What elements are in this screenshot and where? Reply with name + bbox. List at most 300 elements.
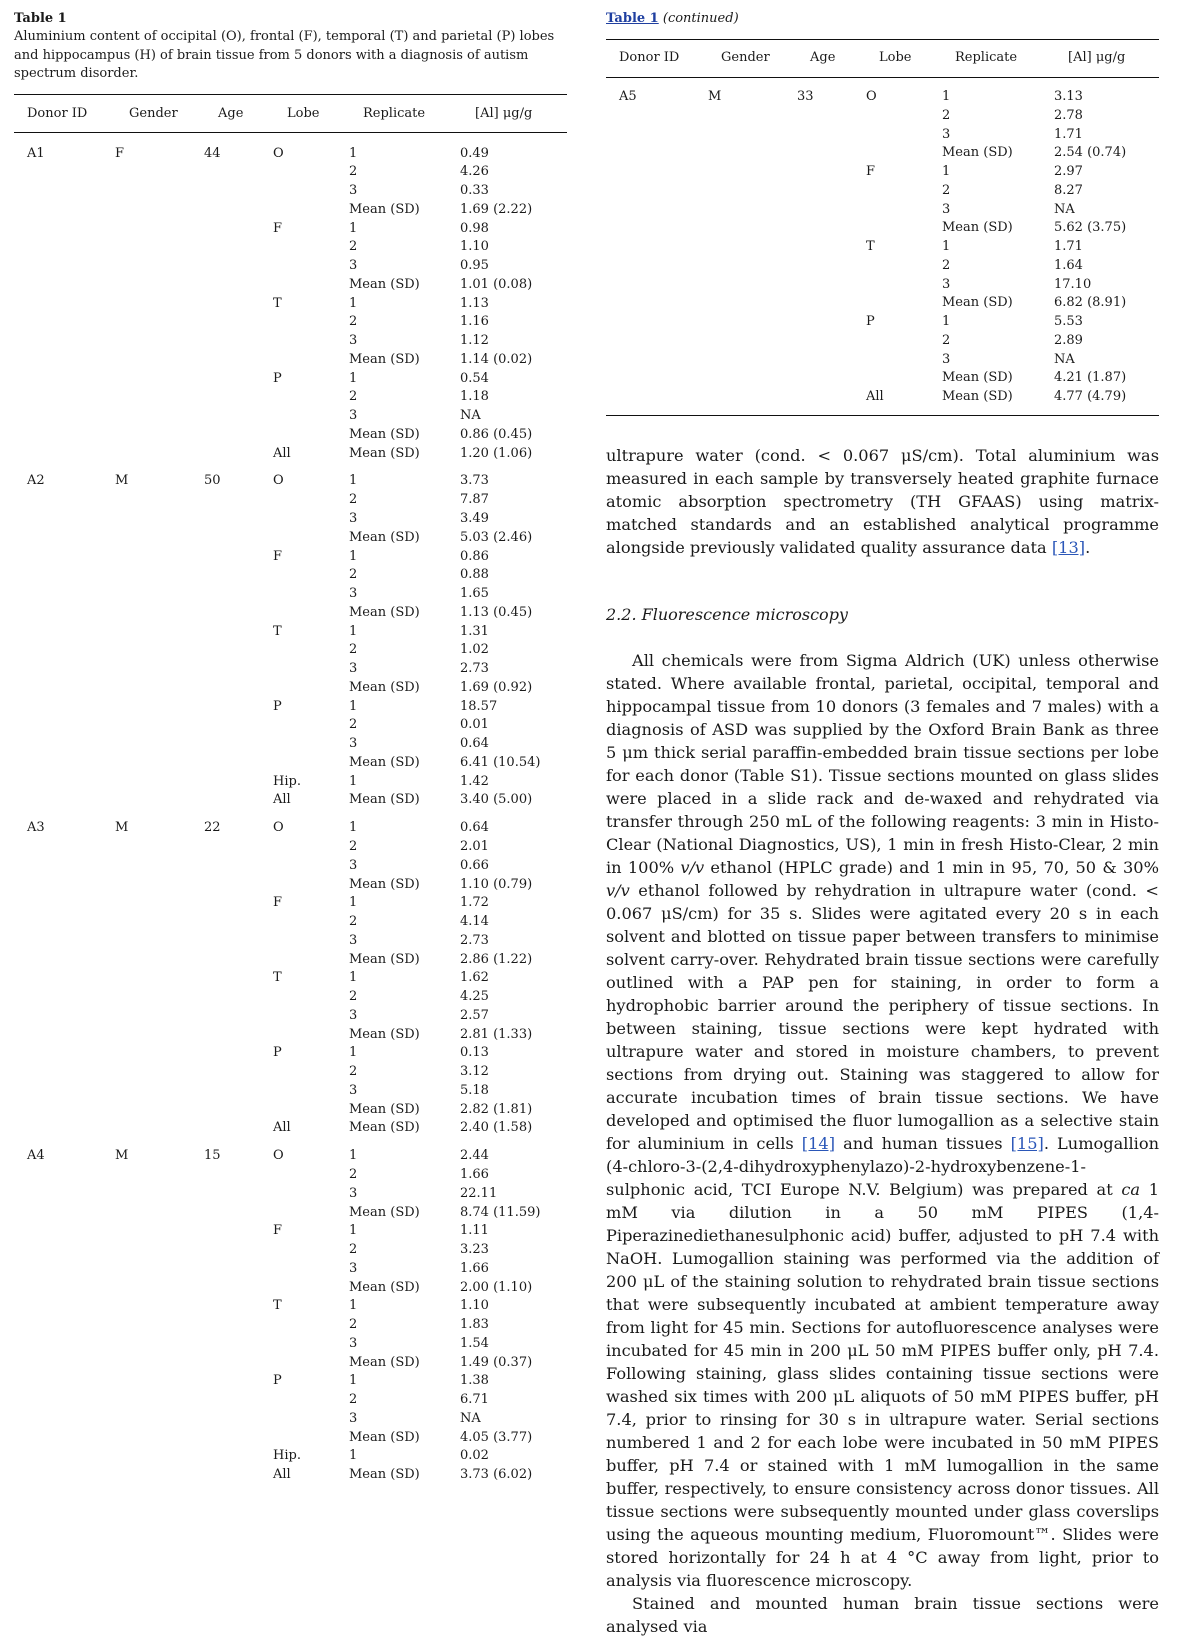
table-row <box>606 257 1159 276</box>
replicate-cell: Mean (SD) <box>942 389 1013 404</box>
age-cell <box>797 219 866 238</box>
table-row <box>14 388 567 407</box>
lobe-cell: F <box>273 1223 283 1239</box>
table-cont-bottom-rule <box>606 415 1159 416</box>
replicate-cell: 2 <box>349 239 358 255</box>
table-row <box>14 1026 567 1045</box>
lobe-cell <box>273 529 349 548</box>
gender-cell <box>115 1101 204 1120</box>
donor-id-cell <box>14 1082 115 1101</box>
para2-part-d: and human tissues <box>835 1133 1011 1153</box>
table-row <box>14 1185 567 1204</box>
age-cell <box>204 1410 273 1429</box>
al-value-cell: 18.57 <box>460 698 498 714</box>
table-row <box>14 585 567 604</box>
age-cell <box>204 1466 273 1485</box>
al-value-cell: 4.21 (1.87) <box>1054 370 1127 386</box>
al-value-cell: 1.13 <box>460 295 489 311</box>
donor-id-cell <box>14 548 115 567</box>
gender-cell <box>115 201 204 220</box>
age-cell <box>204 295 273 314</box>
age-cell <box>797 126 866 145</box>
al-value-cell: NA <box>1054 201 1075 217</box>
ref-15-link[interactable]: [15] <box>1010 1133 1044 1153</box>
replicate-cell: Mean (SD) <box>349 1120 420 1136</box>
al-value-cell: NA <box>460 408 481 423</box>
replicate-cell: 2 <box>349 164 358 180</box>
age-cell <box>204 857 273 876</box>
replicate-cell: 2 <box>349 717 358 733</box>
age-cell <box>204 1354 273 1373</box>
lobe-cell <box>273 491 349 510</box>
donor-id-cell <box>14 698 115 717</box>
lobe-cell <box>273 510 349 529</box>
gender-cell <box>115 1260 204 1279</box>
age-cell <box>204 529 273 548</box>
table-row <box>606 332 1159 351</box>
age-cell <box>204 876 273 895</box>
table-row <box>14 145 567 164</box>
donor-id-cell <box>14 182 115 201</box>
gender-cell <box>708 351 797 370</box>
al-value-cell: 1.72 <box>460 895 489 911</box>
al-value-cell: 1.62 <box>460 970 489 986</box>
age-cell <box>204 969 273 988</box>
replicate-cell: Mean (SD) <box>349 1354 420 1370</box>
al-value-cell: 1.38 <box>460 1373 489 1389</box>
gender-cell <box>115 716 204 735</box>
table-header <box>14 95 567 132</box>
gender-cell <box>115 876 204 895</box>
lobe-cell <box>866 182 942 201</box>
age-cell <box>204 735 273 754</box>
table-row <box>14 810 567 838</box>
gender-cell <box>115 257 204 276</box>
al-value-cell: 0.01 <box>460 717 489 733</box>
age-cell <box>204 1082 273 1101</box>
age-cell <box>204 351 273 370</box>
donor-id-cell <box>14 407 115 426</box>
al-value-cell: 1.42 <box>460 773 489 789</box>
donor-id-cell <box>14 257 115 276</box>
gender-cell <box>115 988 204 1007</box>
donor-id-cell <box>606 238 708 257</box>
age-cell <box>204 1185 273 1204</box>
gender-cell <box>708 201 797 220</box>
donor-id-cell <box>606 182 708 201</box>
replicate-cell: 2 <box>349 1242 358 1257</box>
gender-cell <box>115 510 204 529</box>
replicate-cell: 3 <box>349 1185 358 1201</box>
replicate-cell: Mean (SD) <box>349 426 420 442</box>
table-row <box>14 201 567 220</box>
lobe-cell <box>273 679 349 698</box>
lobe-cell <box>273 1063 349 1082</box>
lobe-cell: P <box>273 698 282 714</box>
table-row <box>14 735 567 754</box>
donor-id-cell <box>14 791 115 810</box>
table-row <box>14 1335 567 1354</box>
replicate-cell: 1 <box>349 1448 358 1464</box>
age-cell <box>204 913 273 932</box>
lobe-cell: O <box>273 1148 284 1163</box>
replicate-cell: 2 <box>349 567 358 583</box>
gender-cell: F <box>115 145 125 161</box>
replicate-cell: 2 <box>349 1392 358 1407</box>
lobe-cell <box>273 182 349 201</box>
replicate-cell: 1 <box>942 314 951 329</box>
replicate-cell: 1 <box>942 164 951 179</box>
table-row <box>14 1119 567 1138</box>
donor-id-cell: A3 <box>27 820 45 835</box>
replicate-cell: Mean (SD) <box>942 145 1013 161</box>
table-row <box>14 1241 567 1260</box>
age-cell <box>204 1166 273 1185</box>
lobe-cell <box>273 1026 349 1045</box>
donor-id-cell <box>14 969 115 988</box>
gender-cell <box>708 107 797 126</box>
replicate-cell: 2 <box>942 107 951 123</box>
age-cell <box>797 201 866 220</box>
replicate-cell: Mean (SD) <box>349 445 420 461</box>
replicate-cell: 1 <box>349 1045 358 1061</box>
table-row <box>14 1063 567 1082</box>
lobe-cell: T <box>273 1298 282 1314</box>
al-value-cell: 1.14 (0.02) <box>460 351 533 367</box>
lobe-cell <box>866 201 942 220</box>
al-value-cell: 3.23 <box>460 1242 489 1257</box>
table-row <box>14 913 567 932</box>
table-row <box>606 126 1159 145</box>
gender-cell <box>115 1063 204 1082</box>
lobe-cell <box>273 1260 349 1279</box>
al-value-cell: 1.66 <box>460 1167 489 1182</box>
table-row <box>14 566 567 585</box>
replicate-cell: 1 <box>349 773 358 789</box>
gender-cell: M <box>115 1148 129 1163</box>
lobe-cell: All <box>866 389 884 404</box>
gender-cell <box>115 1466 204 1485</box>
replicate-cell: Mean (SD) <box>349 529 420 545</box>
replicate-cell: 3 <box>349 1410 358 1426</box>
gender-cell <box>115 238 204 257</box>
al-value-cell: 1.20 (1.06) <box>460 445 533 461</box>
table-row <box>14 857 567 876</box>
donor-id-cell <box>606 369 708 388</box>
para2-vv-2: v/v <box>606 880 630 900</box>
para2-part-a: All chemicals were from Sigma Aldrich (UK) unless otherwise stated. Where available frontal, parietal, occipital, temporal and hippocampal tissue from 10 donors (3 females and 7 males) with a diagnosis of ASD was supplied by the Oxford Brain Bank as three 5 μm thick serial paraffin-embedded brain tissue sections per lobe for each donor (Table S1). Tissue sections mounted on glass slides were placed in a slide rack and de-waxed and rehydrated via transfer through 250 mL of the following reagents: 3 min in Histo-Clear (National Diagnostics, US), 1 min in fresh Histo-Clear, 2 min in 100% <box>606 650 1159 877</box>
gender-cell <box>115 163 204 182</box>
ref-13-link[interactable]: [13] <box>1051 537 1086 557</box>
age-cell <box>204 894 273 913</box>
lobe-cell <box>273 1279 349 1298</box>
replicate-cell: 1 <box>349 1223 358 1239</box>
al-value-cell: 1.66 <box>460 1260 489 1276</box>
al-value-cell: 5.03 (2.46) <box>460 529 533 545</box>
header-al: [Al] μg/g <box>1068 50 1126 65</box>
al-value-cell: 0.98 <box>460 220 489 236</box>
al-value-cell: 1.10 (0.79) <box>460 876 533 892</box>
donor-id-cell <box>14 1007 115 1026</box>
donor-id-cell <box>14 370 115 389</box>
table-row <box>14 773 567 792</box>
replicate-cell: 3 <box>349 1082 358 1098</box>
continued-label: (continued) <box>662 11 739 26</box>
gender-cell: M <box>708 89 722 104</box>
replicate-cell: Mean (SD) <box>349 1279 420 1295</box>
gender-cell <box>115 1429 204 1448</box>
lobe-cell <box>273 932 349 951</box>
age-cell <box>204 1391 273 1410</box>
table-row <box>14 1007 567 1026</box>
replicate-cell: 3 <box>349 511 358 526</box>
replicate-cell: Mean (SD) <box>942 295 1013 311</box>
table-row <box>14 1429 567 1448</box>
donor-id-cell <box>14 491 115 510</box>
age-cell: 44 <box>204 145 221 161</box>
table-row <box>14 641 567 660</box>
age-cell <box>204 1204 273 1223</box>
lobe-cell <box>273 735 349 754</box>
age-cell <box>204 754 273 773</box>
al-value-cell: 0.86 (0.45) <box>460 426 533 442</box>
replicate-cell: 1 <box>349 473 358 489</box>
table-row <box>14 1138 567 1166</box>
lobe-cell: F <box>866 164 876 179</box>
gender-cell <box>115 351 204 370</box>
table-row <box>14 1354 567 1373</box>
table-row <box>14 332 567 351</box>
table-row <box>14 988 567 1007</box>
donor-id-cell <box>606 126 708 145</box>
table-row <box>14 1316 567 1335</box>
table-row <box>606 351 1159 370</box>
table-cont-header-rule <box>606 77 1159 78</box>
lobe-cell: F <box>273 895 283 911</box>
replicate-cell: 2 <box>942 257 951 273</box>
lobe-cell <box>866 369 942 388</box>
table-row <box>14 1447 567 1466</box>
replicate-cell: Mean (SD) <box>349 1026 420 1042</box>
lobe-cell: T <box>273 295 282 311</box>
replicate-cell: 2 <box>349 1064 358 1079</box>
gender-cell <box>115 951 204 970</box>
age-cell <box>797 257 866 276</box>
gender-cell <box>115 1119 204 1138</box>
gender-cell <box>115 735 204 754</box>
table-row <box>14 445 567 464</box>
table-row <box>14 969 567 988</box>
table-header-rule <box>14 132 567 133</box>
donor-id-cell <box>606 313 708 332</box>
lobe-cell <box>273 257 349 276</box>
age-cell <box>204 1316 273 1335</box>
age-cell <box>204 1447 273 1466</box>
header-donor-id: Donor ID <box>27 105 88 121</box>
para2-ca: ca <box>1121 1179 1141 1199</box>
donor-id-cell <box>14 1391 115 1410</box>
replicate-cell: 1 <box>349 970 358 986</box>
age-cell <box>204 510 273 529</box>
age-cell: 22 <box>204 820 221 835</box>
table-row <box>606 201 1159 220</box>
replicate-cell: 1 <box>349 1148 358 1163</box>
table-row <box>14 276 567 295</box>
lobe-cell <box>273 838 349 857</box>
donor-id-cell <box>14 585 115 604</box>
lobe-cell <box>273 857 349 876</box>
replicate-cell: Mean (SD) <box>349 1204 420 1220</box>
lobe-cell <box>273 407 349 426</box>
replicate-cell: 1 <box>942 239 951 254</box>
age-cell <box>204 698 273 717</box>
lobe-cell: T <box>866 239 875 254</box>
donor-id-cell <box>14 445 115 464</box>
table-row <box>606 182 1159 201</box>
replicate-cell: 1 <box>349 1373 358 1389</box>
al-value-cell: 3.40 (5.00) <box>460 792 533 808</box>
replicate-cell: Mean (SD) <box>349 792 420 808</box>
table-row <box>14 604 567 623</box>
gender-cell <box>708 219 797 238</box>
lobe-cell <box>273 313 349 332</box>
replicate-cell: 3 <box>942 351 951 367</box>
al-value-cell: 1.65 <box>460 586 489 601</box>
ref-14-link[interactable]: [14] <box>801 1133 836 1153</box>
lobe-cell <box>273 1082 349 1101</box>
gender-cell <box>115 1391 204 1410</box>
lobe-cell <box>273 1335 349 1354</box>
al-value-cell: 6.71 <box>460 1392 489 1407</box>
al-value-cell: 1.54 <box>460 1335 489 1351</box>
age-cell <box>204 1007 273 1026</box>
age-cell <box>204 1429 273 1448</box>
lobe-cell <box>273 1429 349 1448</box>
al-value-cell: 0.66 <box>460 857 489 873</box>
lobe-cell <box>866 219 942 238</box>
donor-id-cell <box>14 351 115 370</box>
donor-id-cell <box>14 1026 115 1045</box>
gender-cell <box>115 1372 204 1391</box>
gender-cell <box>115 754 204 773</box>
donor-id-cell <box>14 660 115 679</box>
replicate-cell: 1 <box>349 895 358 911</box>
table-row <box>606 219 1159 238</box>
donor-id-cell <box>14 566 115 585</box>
gender-cell <box>115 791 204 810</box>
age-cell <box>204 1335 273 1354</box>
table-row <box>14 426 567 445</box>
lobe-cell <box>273 1410 349 1429</box>
lobe-cell <box>273 1204 349 1223</box>
donor-id-cell: A2 <box>27 473 45 489</box>
al-value-cell: 0.86 <box>460 548 489 564</box>
replicate-cell: Mean (SD) <box>349 1101 420 1117</box>
replicate-cell: 2 <box>349 914 358 929</box>
table-1-link[interactable]: Table 1 <box>606 11 659 26</box>
age-cell <box>204 238 273 257</box>
donor-id-cell <box>14 1279 115 1298</box>
replicate-cell: 1 <box>349 220 358 236</box>
replicate-cell: Mean (SD) <box>349 604 420 620</box>
al-value-cell: 1.10 <box>460 1298 489 1314</box>
age-cell <box>797 144 866 163</box>
al-value-cell: 2.00 (1.10) <box>460 1279 533 1295</box>
al-value-cell: 17.10 <box>1054 276 1092 292</box>
lobe-cell <box>273 641 349 660</box>
gender-cell <box>708 257 797 276</box>
age-cell <box>204 623 273 642</box>
age-cell <box>204 276 273 295</box>
donor-id-cell <box>606 107 708 126</box>
al-value-cell: 0.49 <box>460 145 489 161</box>
section-heading: 2.2. Fluorescence microscopy <box>606 604 848 624</box>
donor-id-cell <box>14 1063 115 1082</box>
replicate-cell: 2 <box>349 314 358 330</box>
al-value-cell: 0.02 <box>460 1448 489 1464</box>
gender-cell <box>115 660 204 679</box>
gender-cell <box>115 1044 204 1063</box>
gender-cell <box>115 388 204 407</box>
replicate-cell: 1 <box>349 820 358 835</box>
al-value-cell: 1.18 <box>460 389 489 405</box>
lobe-cell <box>273 913 349 932</box>
al-value-cell: 2.73 <box>460 661 489 676</box>
lobe-cell <box>866 276 942 295</box>
al-value-cell: 1.64 <box>1054 257 1083 273</box>
replicate-cell: 1 <box>349 623 358 639</box>
age-cell: 50 <box>204 473 221 489</box>
lobe-cell <box>866 257 942 276</box>
replicate-cell: 3 <box>349 183 358 198</box>
lobe-cell: T <box>273 970 282 986</box>
age-cell <box>204 426 273 445</box>
lobe-cell <box>273 1166 349 1185</box>
replicate-cell: 3 <box>349 857 358 873</box>
al-value-cell: 3.49 <box>460 511 489 526</box>
table-row <box>14 716 567 735</box>
age-cell <box>204 679 273 698</box>
para1-text: ultrapure water (cond. < 0.067 μS/cm). Total aluminium was measured in each sample by transversely heated graphite furnace atomic absorption spectrometry (TH GFAAS) using matrix-matched standards and an established analytical programme alongside previously validated quality assurance data <box>606 445 1159 557</box>
gender-cell <box>115 857 204 876</box>
al-value-cell: 6.41 (10.54) <box>460 754 541 770</box>
table-row <box>606 238 1159 257</box>
donor-id-cell: A4 <box>27 1148 45 1163</box>
al-value-cell: 2.86 (1.22) <box>460 951 533 967</box>
al-value-cell: 1.10 <box>460 239 489 255</box>
donor-id-cell <box>14 1466 115 1485</box>
table-continued-caption <box>606 10 1159 28</box>
al-value-cell: 2.57 <box>460 1007 489 1023</box>
al-value-cell: 22.11 <box>460 1185 498 1201</box>
table-row <box>14 1044 567 1063</box>
donor-id-cell <box>14 313 115 332</box>
table-row <box>14 1279 567 1298</box>
gender-cell <box>115 548 204 567</box>
table-row <box>14 313 567 332</box>
donor-id-cell <box>14 332 115 351</box>
gender-cell <box>115 1222 204 1241</box>
table-row <box>14 698 567 717</box>
age-cell <box>204 491 273 510</box>
gender-cell <box>115 1082 204 1101</box>
age-cell <box>204 1063 273 1082</box>
age-cell <box>797 313 866 332</box>
para2-vv-1: v/v <box>680 857 705 877</box>
donor-id-cell <box>606 201 708 220</box>
donor-id-cell <box>14 510 115 529</box>
gender-cell <box>115 1354 204 1373</box>
